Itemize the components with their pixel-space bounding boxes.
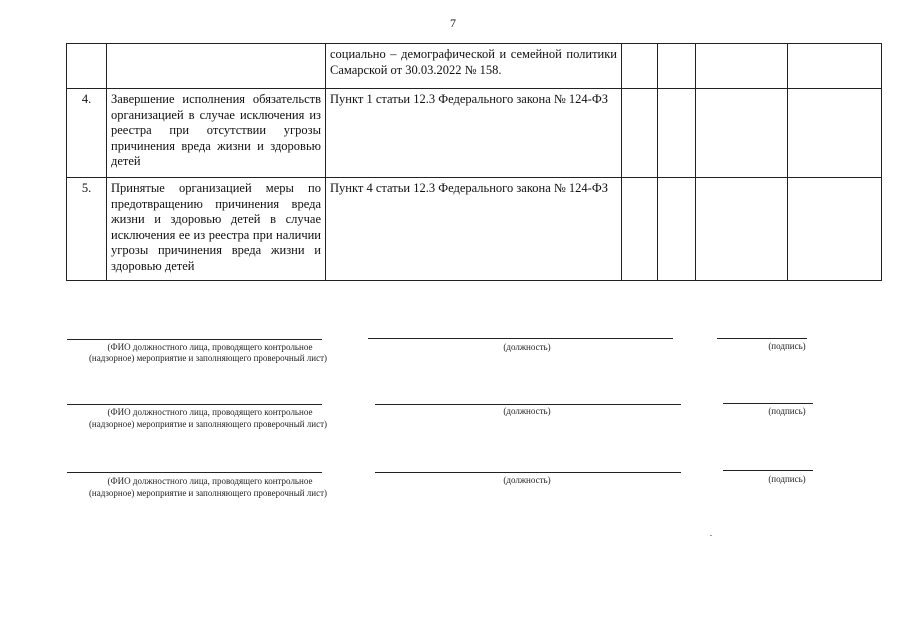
position-caption: (должность)	[503, 406, 551, 416]
position-signature-line	[375, 404, 681, 405]
fio-caption-line1: (ФИО должностного лица, проводящего контрольное	[107, 407, 313, 417]
legal-basis-cell: Пункт 4 статьи 12.3 Федерального закона № 124-ФЗ	[326, 178, 622, 281]
table-row	[67, 89, 882, 178]
sign-caption: (подпись)	[768, 474, 806, 484]
position-signature-line	[368, 338, 673, 339]
fio-caption-line2: (надзорное) мероприятие и заполняющего проверочный лист)	[88, 419, 328, 429]
sign-signature-line	[723, 470, 813, 471]
page-number: 7	[450, 16, 456, 30]
answer-yes-cell	[622, 89, 658, 178]
note-cell	[788, 89, 882, 178]
fio-signature-line	[67, 339, 322, 340]
answer-yes-cell	[622, 44, 658, 89]
row-number	[67, 44, 107, 89]
answer-no-cell	[658, 89, 696, 178]
position-signature-line	[375, 472, 681, 473]
table-row	[67, 178, 882, 281]
fio-caption-line1: (ФИО должностного лица, проводящего контрольное	[107, 342, 313, 352]
legal-basis-cell: Пункт 1 статьи 12.3 Федерального закона № 124-ФЗ	[326, 89, 622, 178]
answer-no-cell	[658, 178, 696, 281]
sign-caption: (подпись)	[768, 341, 806, 351]
sign-signature-line	[723, 403, 813, 404]
fio-caption-line1: (ФИО должностного лица, проводящего контрольное	[107, 476, 313, 486]
note-cell	[788, 44, 882, 89]
scan-speck	[710, 535, 712, 536]
table-row	[67, 44, 882, 89]
answer-yes-cell	[622, 178, 658, 281]
row-number: 5.	[67, 178, 107, 281]
answer-no-cell	[658, 44, 696, 89]
fio-caption-line2: (надзорное) мероприятие и заполняющего проверочный лист)	[88, 488, 328, 498]
fio-caption-line2: (надзорное) мероприятие и заполняющего проверочный лист)	[88, 353, 328, 363]
legal-basis-cell: социально – демографической и семейной политики Самарской от 30.03.2022 № 158.	[326, 44, 622, 89]
checklist-table	[66, 43, 882, 281]
requirement-cell	[107, 44, 326, 89]
position-caption: (должность)	[503, 475, 551, 485]
answer-na-cell	[696, 44, 788, 89]
note-cell	[788, 178, 882, 281]
answer-na-cell	[696, 178, 788, 281]
row-number: 4.	[67, 89, 107, 178]
requirement-cell: Завершение исполнения обязательств организацией в случае исключения из реестра при отсутствии угрозы причинения вреда жизни и здоровью детей	[107, 89, 326, 178]
position-caption: (должность)	[503, 342, 551, 352]
answer-na-cell	[696, 89, 788, 178]
fio-signature-line	[67, 404, 322, 405]
sign-signature-line	[717, 338, 807, 339]
fio-signature-line	[67, 472, 322, 473]
sign-caption: (подпись)	[768, 406, 806, 416]
requirement-cell: Принятые организацией меры по предотвращению причинения вреда жизни и здоровью детей в случае исключения ее из реестра при наличии угрозы причинения вреда жизни и здоровью детей	[107, 178, 326, 281]
